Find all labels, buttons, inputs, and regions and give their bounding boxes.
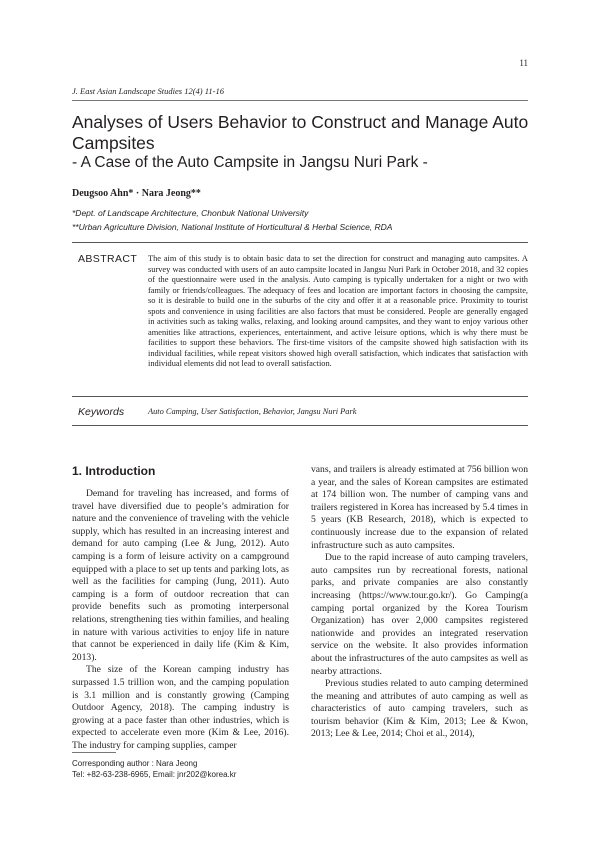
contact-info: Tel: +82-63-238-6965, Email: jnr202@korea.kr (72, 770, 237, 779)
corresponding-author: Corresponding author : Nara Jeong (72, 759, 198, 768)
abstract-label: ABSTRACT (78, 253, 138, 265)
body-column-right (311, 464, 528, 741)
keywords-bottom-rule (72, 425, 528, 426)
body-column-left (72, 488, 289, 752)
footnote (72, 758, 236, 780)
affiliation-1: *Dept. of Landscape Architecture, Chonbuk National University (72, 208, 309, 218)
paragraph: vans, and trailers is already estimated at 756 billion won a year, and the sales of Korean campsites are estimated at 174 billion won. The number of camping vans and trailers registered in Korea has increased by 5.4 times in 5 years (KB Research, 2018), which is expected to continuously increase due to the expansion of related infrastructure such as auto campsites. (311, 464, 528, 551)
article-title: Analyses of Users Behavior to Construct and Manage Auto Campsites (72, 112, 529, 153)
article-subtitle: - A Case of the Auto Campsite in Jangsu Nuri Park - (72, 154, 428, 171)
footnote-divider (72, 752, 116, 753)
abstract-body: The aim of this study is to obtain basic data to set the direction for construct and managing auto campsites. A survey was conducted with users of an auto campsite located in Jangsu Nuri Park in October 2018, and 32 copies of the questionnaire were used in the analysis. Auto camping is typically undertaken for a night or two with family or friends/colleagues. The adequacy of fees and location are important factors in choosing the campsite, so it is desirable to build one in the suburbs of the city and offer it at a reasonable price. Proximity to tourist spots and convenience in using facilities are also factors that must be considered. People are generally engaged in activities such as taking walks, relaxing, and looking around campsites, and they want to enjoy various other amenities like attractions, experiences, entertainment, and active leisure options, which is why there must be facilities to support these behaviors. The first-time visitors of the campsite showed high satisfaction with its individual facilities, while repeat visitors showed high overall satisfaction, which indicates that satisfaction with individual elements did not lead to overall satisfaction. (148, 254, 528, 368)
journal-citation: J. East Asian Landscape Studies 12(4) 11-16 (72, 86, 224, 96)
section-heading: 1. Introduction (72, 464, 156, 478)
paragraph: Demand for traveling has increased, and forms of travel have diversified due to people’s admiration for nature and the convenience of traveling with the vehicle supply, which has resulted in an increasing interest and demand for auto camping (Lee & Jung, 2012). Auto camping is a form of leisure activity on a campground equipped with a place to set up tents and parking lots, as well as the facilities for camping (Jung, 2011). Auto camping is a form of outdoor recreation that can provide benefits such as promoting interpersonal relations, strengthening ties within families, and healing in nature with various activities to enjoy life in nature that cannot be experienced in daily life (Kim & Kim, 2013). (72, 488, 289, 663)
header-divider (72, 100, 528, 101)
page-number: 11 (519, 58, 528, 68)
paragraph: Previous studies related to auto camping determined the meaning and attributes of auto camping as well as characteristics of auto camping travelers, such as tourism behavior (Kim & Kim, 2013; Lee & Kwon, 2013; Lee & Lee, 2014; Choi et al., 2014), (311, 678, 528, 740)
keywords-top-rule (72, 396, 528, 397)
affiliations (72, 207, 392, 234)
abstract-top-rule (72, 242, 528, 243)
paragraph: The size of the Korean camping industry has surpassed 1.5 trillion won, and the camping population is 3.1 million and is constantly growing (Camping Outdoor Agency, 2018). The camping industry is growing at a pace faster than other industries, which is expected to accelerate even more (Kim & Lee, 2016). The industry for camping supplies, camper (72, 664, 289, 751)
affiliation-2: **Urban Agriculture Division, National Institute of Horticultural & Herbal Science, RDA (72, 221, 393, 232)
author-list: Deugsoo Ahn* · Nara Jeong** (72, 188, 201, 199)
keywords-list: Auto Camping, User Satisfaction, Behavior, Jangsu Nuri Park (148, 407, 357, 416)
keywords-label: Keywords (78, 406, 125, 418)
paragraph: Due to the rapid increase of auto camping travelers, auto campsites run by recreational forests, national parks, and private companies are also constantly increasing (https://www.tour.go.kr/). Go Camping(a camping portal organized by the Korea Tourism Organization) has over 2,000 campsites registered nationwide and provides an integrated reservation service on the website. It also provides information about the infrastructures of the auto campsites as well as nearby attractions. (311, 552, 528, 677)
